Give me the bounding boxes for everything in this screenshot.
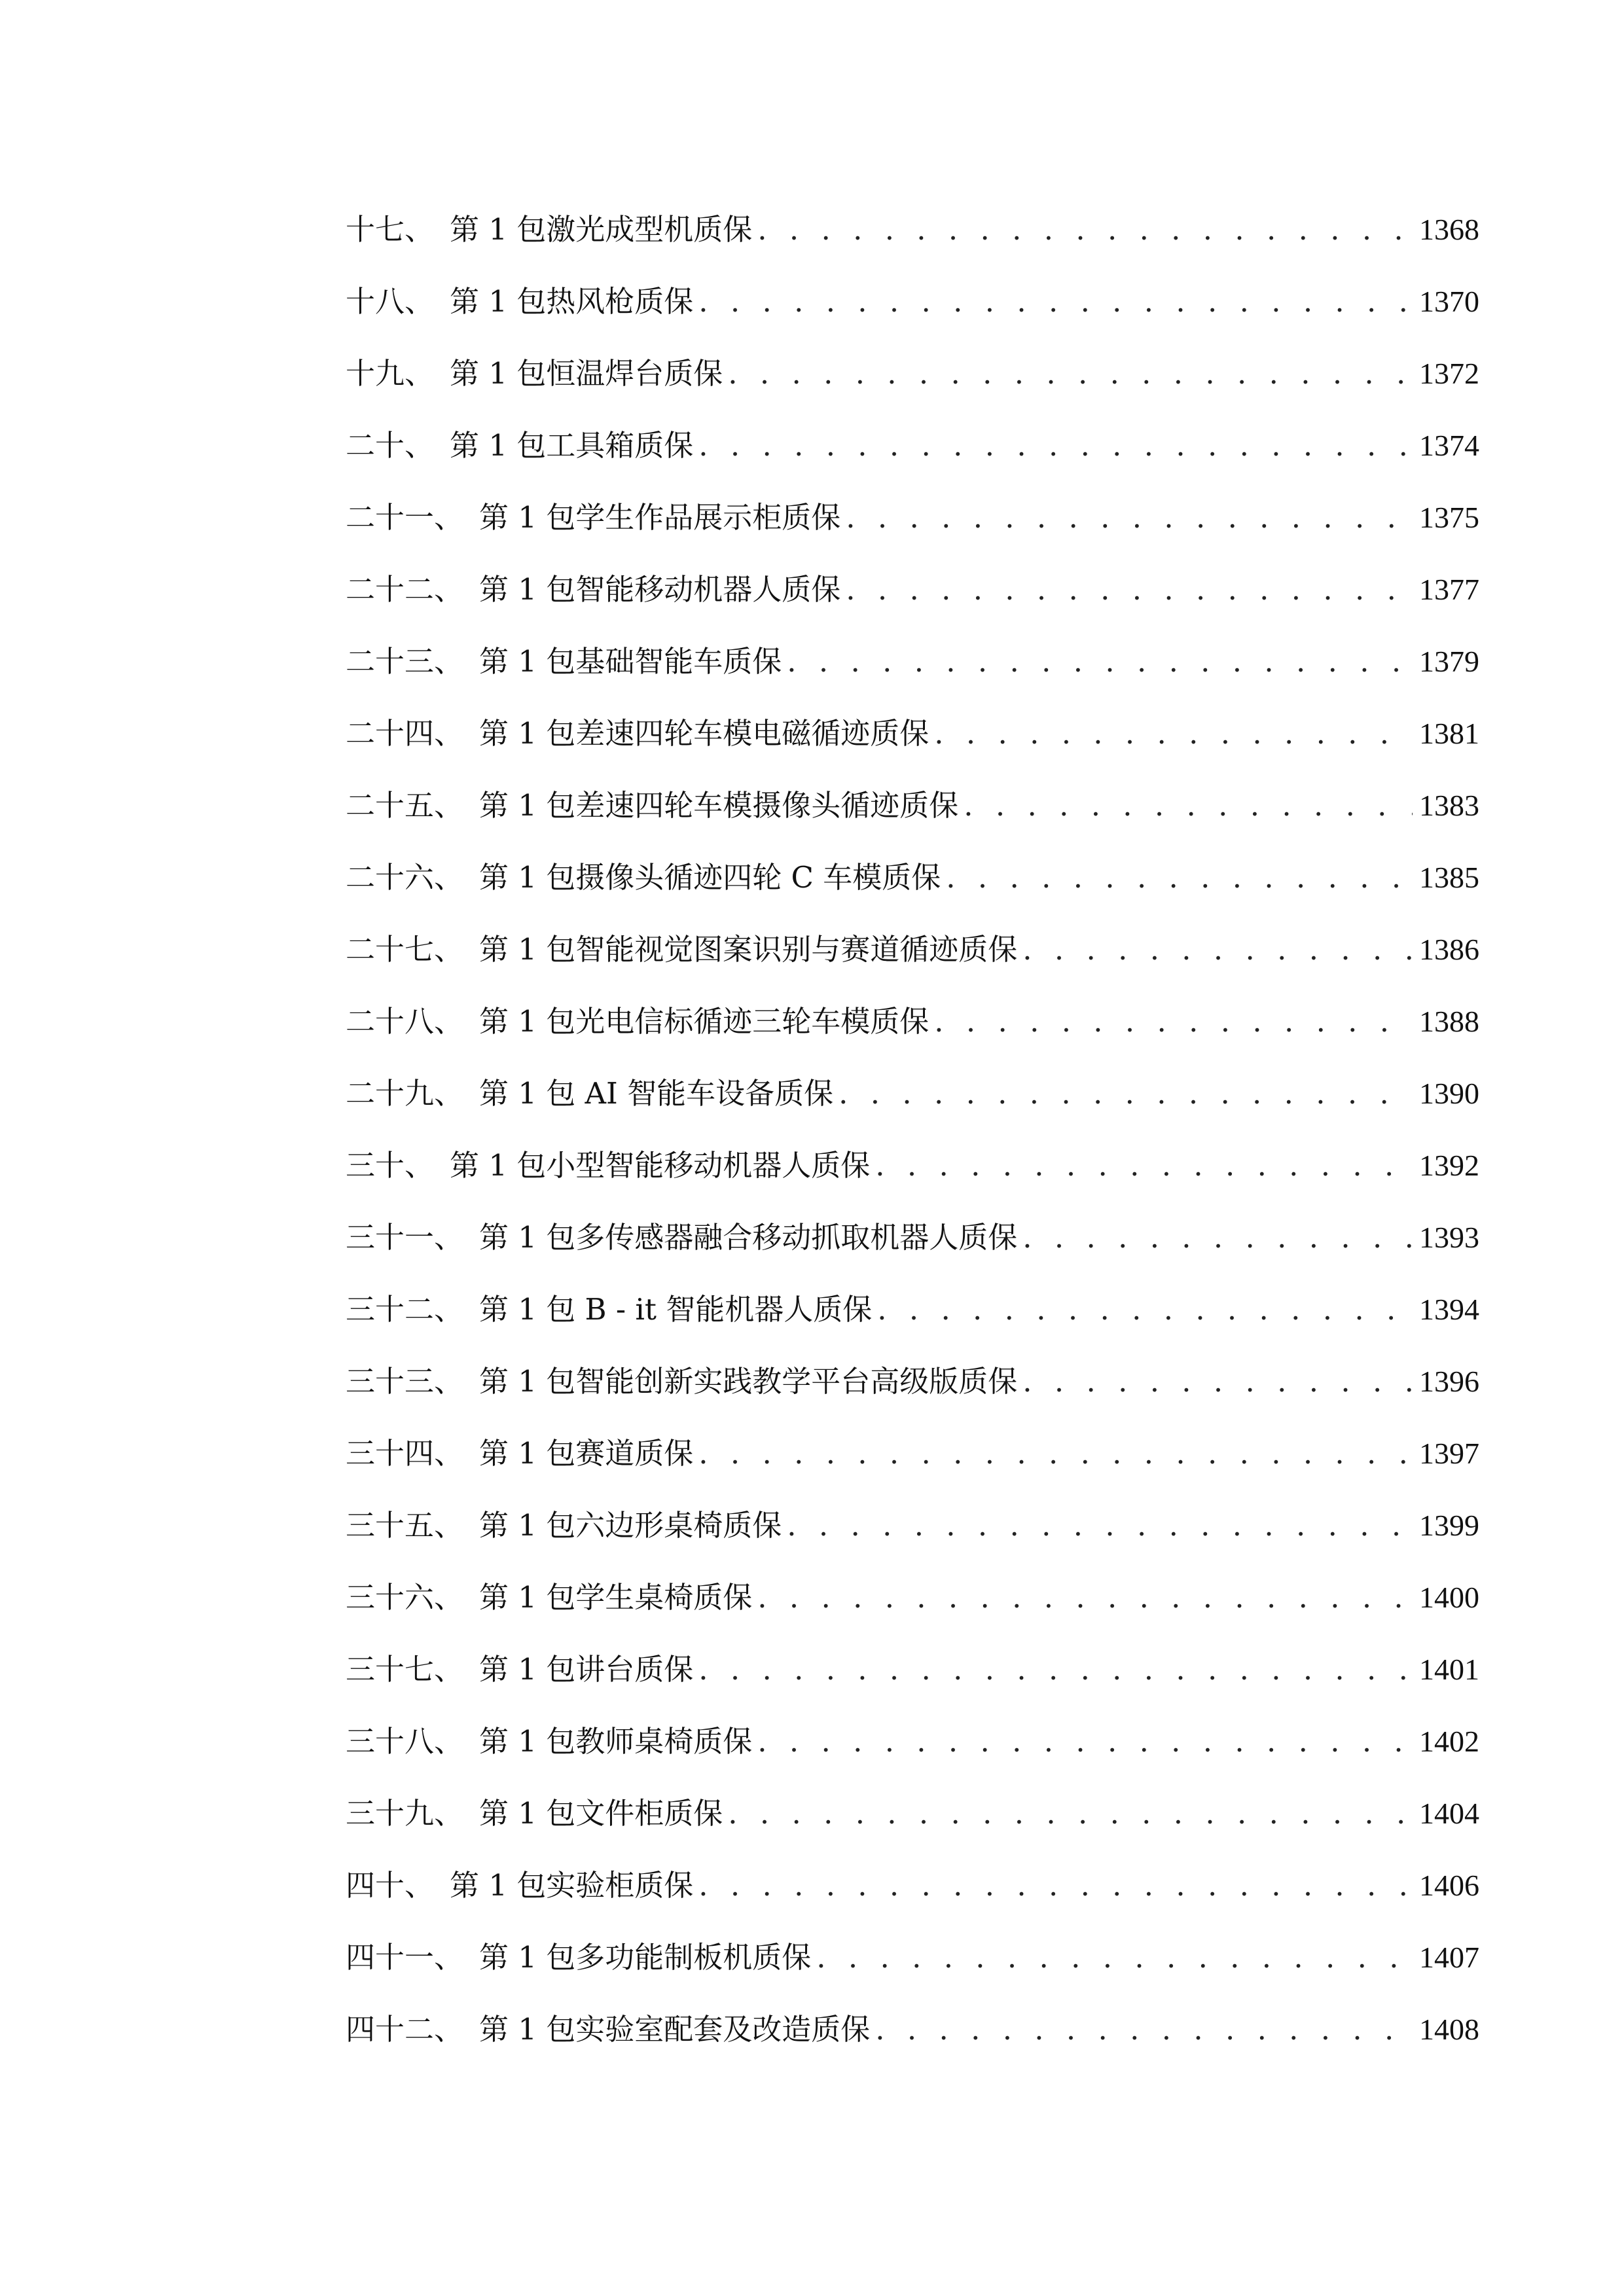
toc-entry-page-number: 1370 [1419,285,1479,318]
toc-entry-title: 第 1 包学生作品展示柜质保 [479,500,841,535]
toc-dot-leader [964,786,1413,825]
toc-entry[interactable] [346,914,1479,986]
toc-entry-page-number: 1401 [1419,1653,1479,1686]
toc-dot-leader [1022,930,1413,969]
toc-dot-leader [757,1578,1413,1617]
toc-dot-leader [787,1506,1413,1545]
toc-entry-number: 四十一、 [346,1940,464,1975]
toc-entry-number: 二十五、 [346,788,464,823]
toc-entry-page-number: 1368 [1419,213,1479,246]
toc-entry-page-number: 1400 [1419,1581,1479,1614]
toc-entry-title: 第 1 包智能创新实践教学平台高级版质保 [479,1364,1018,1399]
toc-entry-page-number: 1390 [1419,1077,1479,1110]
toc-entry-title: 第 1 包文件柜质保 [479,1796,723,1831]
toc-entry-number: 三十五、 [346,1508,464,1543]
toc-entry-title: 第 1 包 B - it 智能机器人质保 [479,1292,873,1327]
toc-entry-title: 第 1 包小型智能移动机器人质保 [450,1148,871,1183]
toc-entry-title: 第 1 包光电信标循迹三轮车模质保 [479,1004,929,1039]
toc-entry-page-number: 1381 [1419,717,1479,750]
toc-entry[interactable] [346,986,1479,1058]
toc-entry-title: 第 1 包差速四轮车模摄像头循迹质保 [479,788,959,823]
toc-dot-leader [934,1002,1413,1041]
toc-dot-leader [846,570,1413,609]
toc-dot-leader [698,1866,1413,1905]
toc-entry[interactable] [346,554,1479,626]
toc-dot-leader [816,1938,1413,1977]
toc-dot-leader [846,498,1413,537]
toc-entry-page-number: 1408 [1419,2013,1479,2046]
toc-entry-page-number: 1399 [1419,1509,1479,1542]
toc-entry[interactable] [346,770,1479,842]
toc-entry-title: 第 1 包 AI 智能车设备质保 [479,1076,834,1111]
toc-entry[interactable] [346,1922,1479,1994]
toc-dot-leader [839,1074,1413,1113]
toc-entry-number: 三十二、 [346,1292,464,1327]
toc-entry[interactable] [346,1778,1479,1850]
toc-entry-number: 二十八、 [346,1004,464,1039]
toc-entry-number: 二十、 [346,428,435,463]
toc-entry[interactable] [346,1274,1479,1346]
toc-entry-page-number: 1374 [1419,429,1479,462]
toc-entry-title: 第 1 包热风枪质保 [450,284,694,319]
toc-entry-title: 第 1 包恒温焊台质保 [450,356,723,391]
toc-entry-number: 三十六、 [346,1580,464,1615]
toc-entry-number: 十七、 [346,212,435,247]
toc-entry-title: 第 1 包六边形桌椅质保 [479,1508,782,1543]
toc-entry-page-number: 1407 [1419,1941,1479,1974]
toc-entry[interactable] [346,698,1479,770]
toc-entry-title: 第 1 包智能移动机器人质保 [479,572,841,607]
toc-entry-page-number: 1393 [1419,1221,1479,1254]
toc-entry-title: 第 1 包学生桌椅质保 [479,1580,753,1615]
toc-entry[interactable] [346,1850,1479,1922]
toc-dot-leader [757,1722,1413,1761]
toc-entry[interactable] [346,626,1479,698]
table-of-contents [346,194,1479,2066]
toc-entry-number: 二十六、 [346,860,464,895]
toc-dot-leader [728,1794,1413,1833]
toc-entry-title: 第 1 包摄像头循迹四轮 C 车模质保 [479,860,941,895]
toc-entry[interactable] [346,1346,1479,1418]
toc-entry-number: 四十二、 [346,2012,464,2047]
toc-entry-number: 二十二、 [346,572,464,607]
toc-entry[interactable] [346,1706,1479,1778]
toc-dot-leader [757,210,1413,249]
toc-entry-page-number: 1372 [1419,357,1479,390]
toc-entry-page-number: 1402 [1419,1725,1479,1758]
toc-entry-title: 第 1 包差速四轮车模电磁循迹质保 [479,716,929,751]
toc-entry[interactable] [346,1130,1479,1202]
toc-dot-leader [877,1290,1413,1329]
toc-entry-title: 第 1 包基础智能车质保 [479,644,782,679]
toc-entry[interactable] [346,842,1479,914]
toc-entry[interactable] [346,194,1479,266]
toc-entry[interactable] [346,1634,1479,1706]
toc-entry[interactable] [346,266,1479,338]
toc-entry-page-number: 1377 [1419,573,1479,606]
toc-entry-title: 第 1 包多功能制板机质保 [479,1940,812,1975]
toc-entry-page-number: 1375 [1419,501,1479,534]
toc-entry-number: 三十一、 [346,1220,464,1255]
toc-entry-number: 二十九、 [346,1076,464,1111]
toc-entry-number: 二十七、 [346,932,464,967]
toc-entry[interactable] [346,1058,1479,1130]
toc-entry-number: 三十七、 [346,1652,464,1687]
toc-entry-number: 三十四、 [346,1436,464,1471]
toc-entry-page-number: 1379 [1419,645,1479,678]
toc-dot-leader [698,1434,1413,1473]
toc-entry-title: 第 1 包多传感器融合移动抓取机器人质保 [479,1220,1018,1255]
toc-entry-title: 第 1 包智能视觉图案识别与赛道循迹质保 [479,932,1018,967]
toc-dot-leader [934,714,1413,753]
toc-entry-number: 十八、 [346,284,435,319]
toc-entry-number: 三十九、 [346,1796,464,1831]
toc-entry-number: 二十一、 [346,500,464,535]
toc-entry-number: 三十三、 [346,1364,464,1399]
toc-dot-leader [698,426,1413,465]
toc-dot-leader [1022,1218,1413,1257]
toc-entry-title: 第 1 包实验室配套及改造质保 [479,2012,871,2047]
toc-entry-title: 第 1 包赛道质保 [479,1436,694,1471]
toc-dot-leader [787,642,1413,681]
toc-entry[interactable] [346,338,1479,410]
toc-dot-leader [946,858,1413,897]
toc-dot-leader [1022,1362,1413,1401]
toc-entry[interactable] [346,1994,1479,2066]
toc-entry[interactable] [346,1418,1479,1490]
toc-entry-title: 第 1 包教师桌椅质保 [479,1724,753,1759]
toc-entry-page-number: 1383 [1419,789,1479,822]
toc-entry-page-number: 1397 [1419,1437,1479,1470]
toc-entry-number: 三十八、 [346,1724,464,1759]
toc-dot-leader [698,282,1413,321]
toc-entry-page-number: 1386 [1419,933,1479,966]
toc-entry-page-number: 1394 [1419,1293,1479,1326]
toc-entry-title: 第 1 包实验柜质保 [450,1868,694,1903]
toc-entry-page-number: 1396 [1419,1365,1479,1398]
toc-entry[interactable] [346,1562,1479,1634]
toc-dot-leader [875,2010,1413,2049]
toc-entry[interactable] [346,1202,1479,1274]
toc-entry-number: 二十三、 [346,644,464,679]
toc-dot-leader [875,1146,1413,1185]
toc-entry-number: 十九、 [346,356,435,391]
toc-entry[interactable] [346,1490,1479,1562]
toc-entry-page-number: 1388 [1419,1005,1479,1038]
toc-entry-title: 第 1 包激光成型机质保 [450,212,753,247]
toc-entry-page-number: 1404 [1419,1797,1479,1830]
toc-entry-page-number: 1392 [1419,1149,1479,1182]
toc-entry-number: 二十四、 [346,716,464,751]
toc-entry[interactable] [346,410,1479,482]
toc-dot-leader [728,354,1413,393]
toc-entry-title: 第 1 包工具箱质保 [450,428,694,463]
toc-dot-leader [698,1650,1413,1689]
toc-entry-page-number: 1406 [1419,1869,1479,1902]
toc-entry-page-number: 1385 [1419,861,1479,894]
toc-entry-title: 第 1 包讲台质保 [479,1652,694,1687]
toc-entry-number: 四十、 [346,1868,435,1903]
toc-entry-number: 三十、 [346,1148,435,1183]
toc-entry[interactable] [346,482,1479,554]
